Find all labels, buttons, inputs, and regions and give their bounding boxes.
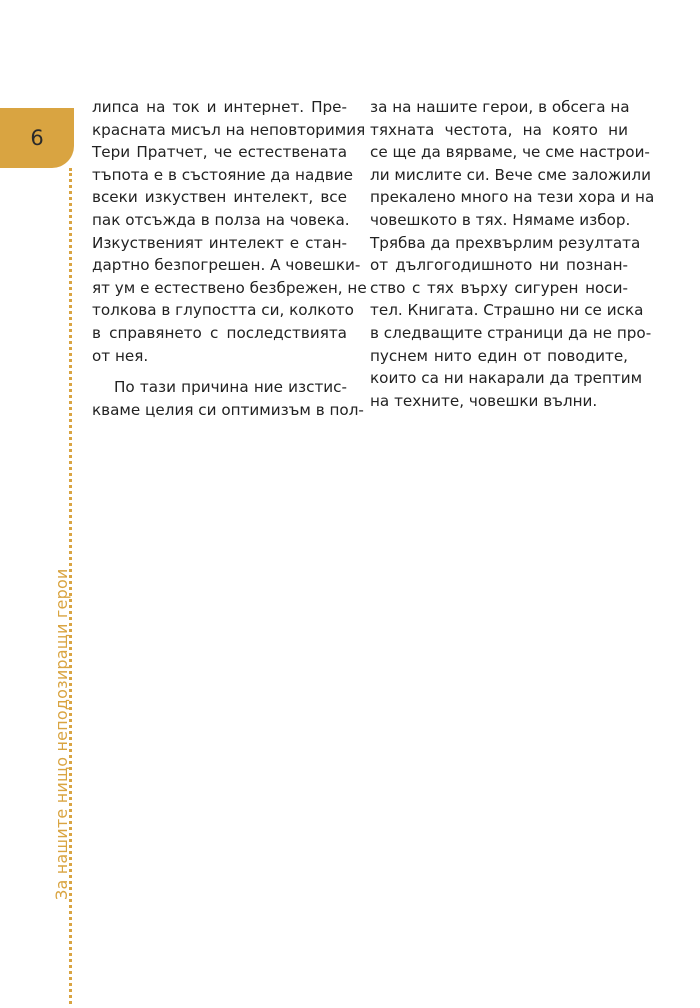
text-line: на техните, човешки вълни. — [370, 391, 598, 410]
text-line: тъпота е в състояние да надвие — [92, 165, 353, 184]
text-line: Трябва да прехвърлим резултата — [370, 233, 641, 252]
text-line: ли мислите си. Вече сме заложили — [370, 165, 651, 184]
text-line: човешкото в тях. Нямаме избор. — [370, 210, 631, 229]
text-line: прекалено много на тези хора и на — [370, 188, 655, 207]
text-line: липса на ток и интернет. Пре- — [92, 98, 347, 116]
text-line: за на нашите герои, в обсега на — [370, 98, 630, 116]
text-column-right — [370, 96, 655, 412]
text-line: тел. Книгата. Страшно ни се иска — [370, 301, 644, 320]
text-line: всеки изкуствен интелект, все — [92, 188, 347, 207]
text-line: се ще да вярваме, че сме настрои- — [370, 143, 650, 162]
text-line: в следващите страници да не про- — [370, 323, 652, 342]
text-column-left — [92, 96, 367, 421]
text-line: ят ум е естествено безбрежен, не — [92, 278, 367, 297]
text-line: в справянето с последствията — [92, 323, 347, 342]
text-line: кваме целия си оптимизъм в пол- — [92, 400, 364, 419]
text-line: толкова в глупостта си, колкото — [92, 301, 354, 320]
text-line: от дългогодишното ни познан- — [370, 256, 628, 275]
text-line: Изкуственият интелект е стан- — [92, 233, 347, 252]
text-line: Тери Пратчет, че естествената — [92, 143, 347, 162]
text-line: от нея. — [92, 346, 149, 365]
text-line: тяхната честота, на която ни — [370, 120, 628, 139]
text-line: По тази причина ние изстис- — [114, 378, 347, 397]
text-line: красната мисъл на неповторимия — [92, 120, 366, 139]
text-line: ство с тях върху сигурен носи- — [370, 278, 628, 297]
text-line: които са ни накарали да трептим — [370, 369, 643, 388]
running-head: За нашите нищо неподозиращи герои — [52, 568, 71, 900]
paragraph-gap — [92, 367, 347, 376]
text-line: пуснем нито един от поводите, — [370, 346, 628, 365]
text-line: дартно безпогрешен. А човешки- — [92, 256, 361, 275]
page-number: 6 — [30, 126, 44, 150]
text-line: пак отсъжда в полза на човека. — [92, 210, 350, 229]
